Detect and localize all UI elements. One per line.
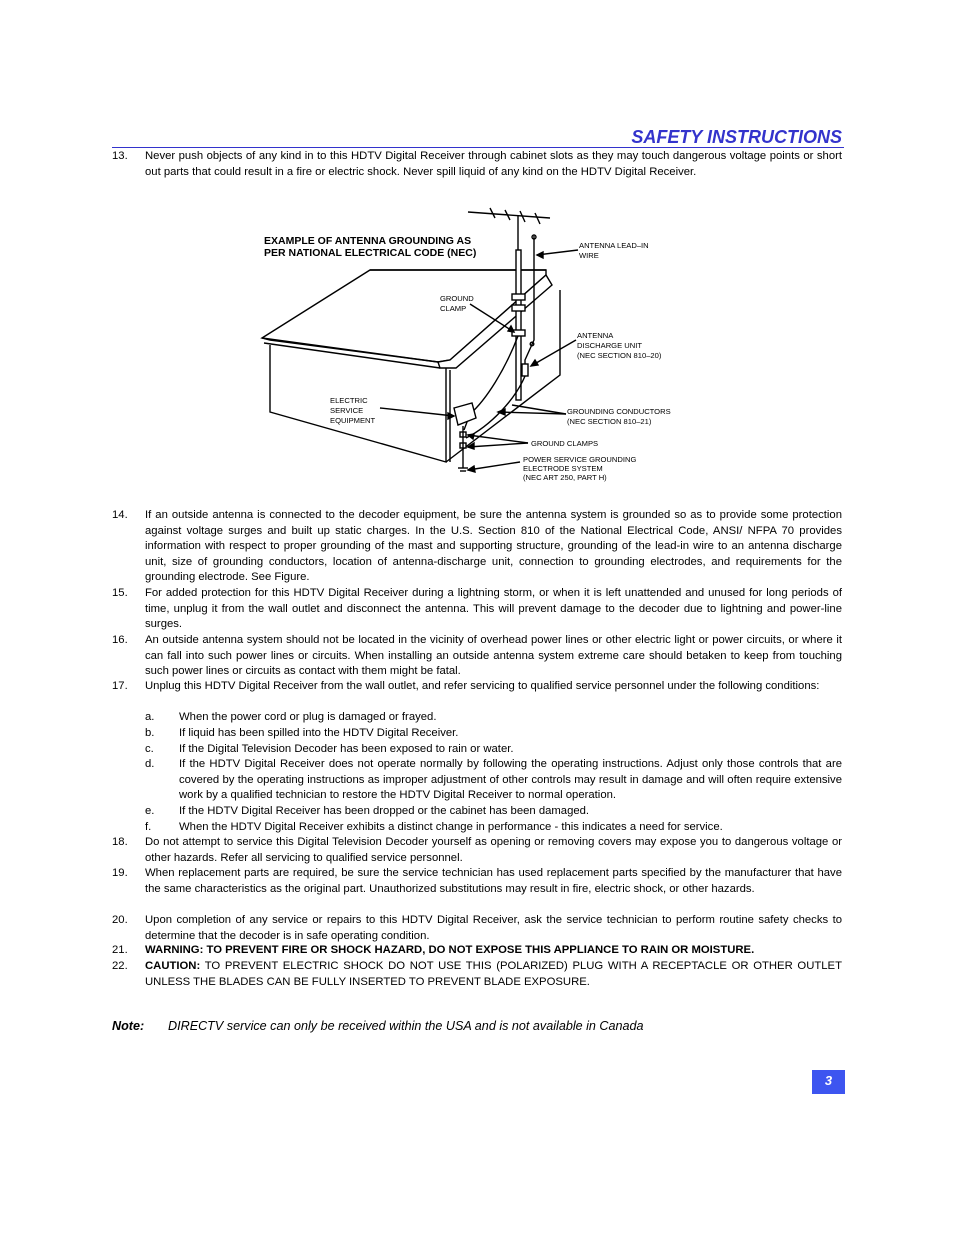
note	[112, 1018, 842, 1034]
list-item-13	[112, 149, 842, 180]
item-text: An outside antenna system should not be located in the vicinity of overhead power lines or other electric light or power circuits, or where it can fall into such power lines or circuits. When installing an outside antenna system extreme care should betaken to keep from touching such power lines or circuits as contact with them might be fatal.	[145, 634, 842, 678]
figure-label: ELECTRODE SYSTEM	[523, 464, 603, 473]
item-text	[145, 959, 842, 990]
warning-text: WARNING: TO PREVENT FIRE OR SHOCK HAZARD, DO NOT EXPOSE THIS APPLIANCE TO RAIN OR MOISTURE.	[145, 944, 755, 956]
page-number-badge: 3	[812, 1070, 845, 1094]
figure-label: (NEC SECTION 810–20)	[577, 351, 662, 360]
figure-label: GROUNDING CONDUCTORS	[567, 407, 671, 416]
sub-item-f	[145, 820, 842, 836]
figure-label: GROUND	[440, 294, 474, 303]
caution-label: CAUTION:	[145, 960, 201, 972]
figure-label: ANTENNA	[577, 331, 614, 340]
item-number: b.	[145, 727, 155, 739]
item-number: 13.	[112, 150, 128, 162]
item-number: 22.	[112, 960, 128, 972]
item-number: e.	[145, 805, 155, 817]
item-text: Unplug this HDTV Digital Receiver from the wall outlet, and refer servicing to qualified service personnel under the following conditions:	[145, 680, 820, 692]
list-item-17	[112, 679, 842, 695]
item-text: If liquid has been spilled into the HDTV Digital Receiver.	[179, 727, 459, 739]
figure-label: DISCHARGE UNIT	[577, 341, 642, 350]
sub-item-c	[145, 742, 842, 758]
item-text: If the HDTV Digital Receiver has been dropped or the cabinet has been damaged.	[179, 805, 590, 817]
item-text: For added protection for this HDTV Digital Receiver during a lightning storm, or when it is left unattended and unused for long periods of time, unplug it from the wall outlet and disconnect the antenna. This will prevent damage to the decoder due to lightning and power-line surges.	[145, 587, 842, 631]
header-rule	[112, 147, 844, 148]
figure-label: ELECTRIC	[330, 396, 368, 405]
figure-label: WIRE	[579, 251, 599, 260]
item-number: 14.	[112, 509, 128, 521]
item-number: 20.	[112, 914, 128, 926]
figure-label: (NEC SECTION 810–21)	[567, 417, 652, 426]
figure-title: PER NATIONAL ELECTRICAL CODE (NEC)	[264, 247, 477, 259]
figure-title: EXAMPLE OF ANTENNA GROUNDING AS	[264, 235, 472, 247]
list-item-20	[112, 913, 842, 944]
list-item-14	[112, 508, 842, 586]
figure-label: ANTENNA LEAD–IN	[579, 241, 649, 250]
item-number: a.	[145, 711, 155, 723]
figure-label: (NEC ART 250, PART H)	[523, 473, 607, 482]
item-number: 16.	[112, 634, 128, 646]
list-item-22	[112, 959, 842, 990]
list-item-19	[112, 866, 842, 897]
note-label: Note:	[112, 1019, 145, 1033]
item-text: If the Digital Television Decoder has been exposed to rain or water.	[179, 743, 514, 755]
item-number: d.	[145, 758, 155, 770]
item-number: 19.	[112, 867, 128, 879]
list-item-21	[112, 943, 842, 959]
item-text: When the power cord or plug is damaged or frayed.	[179, 711, 437, 723]
sub-item-b	[145, 726, 842, 742]
item-number: 15.	[112, 587, 128, 599]
item-text: Do not attempt to service this Digital Television Decoder yourself as opening or removing covers may expose you to dangerous voltage or other hazards. Refer all servicing to qualified service personnel.	[145, 836, 842, 864]
item-text: If an outside antenna is connected to the decoder equipment, be sure the antenna system is grounded so as to provide some protection against voltage surges and built up static charges. In the U.S. Section 810 of the National Electrical Code, ANSI/ NFPA 70 provides information with respect to proper grounding of the mast and supporting structure, grounding of the lead-in wire to an antenna discharge unit, size of grounding conductors, location of antenna-discharge unit, connection to grounding electrodes, and requirements for the grounding electrode. See Figure.	[145, 509, 842, 584]
figure-label: CLAMP	[440, 304, 467, 313]
sub-item-d	[145, 757, 842, 804]
item-number: 18.	[112, 836, 128, 848]
list-item-15	[112, 586, 842, 633]
sub-item-a	[145, 710, 842, 726]
note-text: DIRECTV service can only be received within the USA and is not available in Canada	[168, 1019, 644, 1033]
antenna-grounding-figure	[250, 200, 710, 495]
list-item-18	[112, 835, 842, 866]
list-item-16	[112, 633, 842, 680]
item-number: 21.	[112, 944, 128, 956]
item-text: If the HDTV Digital Receiver does not operate normally by following the operating instructions. Adjust only those controls that are covered by the operating instructions as improper adjustment of other controls may result in damage and will often require extensive work by a qualified technician to restore the HDTV Digital Receiver to normal operation.	[179, 758, 842, 802]
item-text: When the HDTV Digital Receiver exhibits a distinct change in performance - this indicates a need for service.	[179, 821, 723, 833]
item-number: c.	[145, 743, 154, 755]
figure-label: GROUND CLAMPS	[531, 439, 599, 448]
item-text: When replacement parts are required, be sure the service technician has used replacement parts specified by the manufacturer that have the same characteristics as the original part. Unauthorized substitutions may result in fire, electric shock, or other hazards.	[145, 867, 842, 895]
page-title: SAFETY INSTRUCTIONS	[631, 127, 842, 147]
item-text: Never push objects of any kind in to this HDTV Digital Receiver through cabinet slots as they may touch dangerous voltage points or short out parts that could result in a fire or electric shock. Never spill liquid of any kind on the HDTV Digital Receiver.	[145, 150, 842, 178]
figure-label: POWER SERVICE GROUNDING	[523, 455, 637, 464]
figure-label: SERVICE	[330, 406, 364, 415]
figure-label: EQUIPMENT	[330, 416, 376, 425]
item-number: 17.	[112, 680, 128, 692]
sub-item-e	[145, 804, 842, 820]
item-number: f.	[145, 821, 152, 833]
item-text: Upon completion of any service or repairs to this HDTV Digital Receiver, ask the service technician to perform routine safety checks to determine that the decoder is in safe operating condition.	[145, 914, 842, 942]
caution-text: TO PREVENT ELECTRIC SHOCK DO NOT USE THIS (POLARIZED) PLUG WITH A RECEPTACLE OR OTHER OUTLET UNLESS THE BLADES CAN BE FULLY INSERTED TO PREVENT BLADE EXPOSURE.	[145, 960, 842, 988]
